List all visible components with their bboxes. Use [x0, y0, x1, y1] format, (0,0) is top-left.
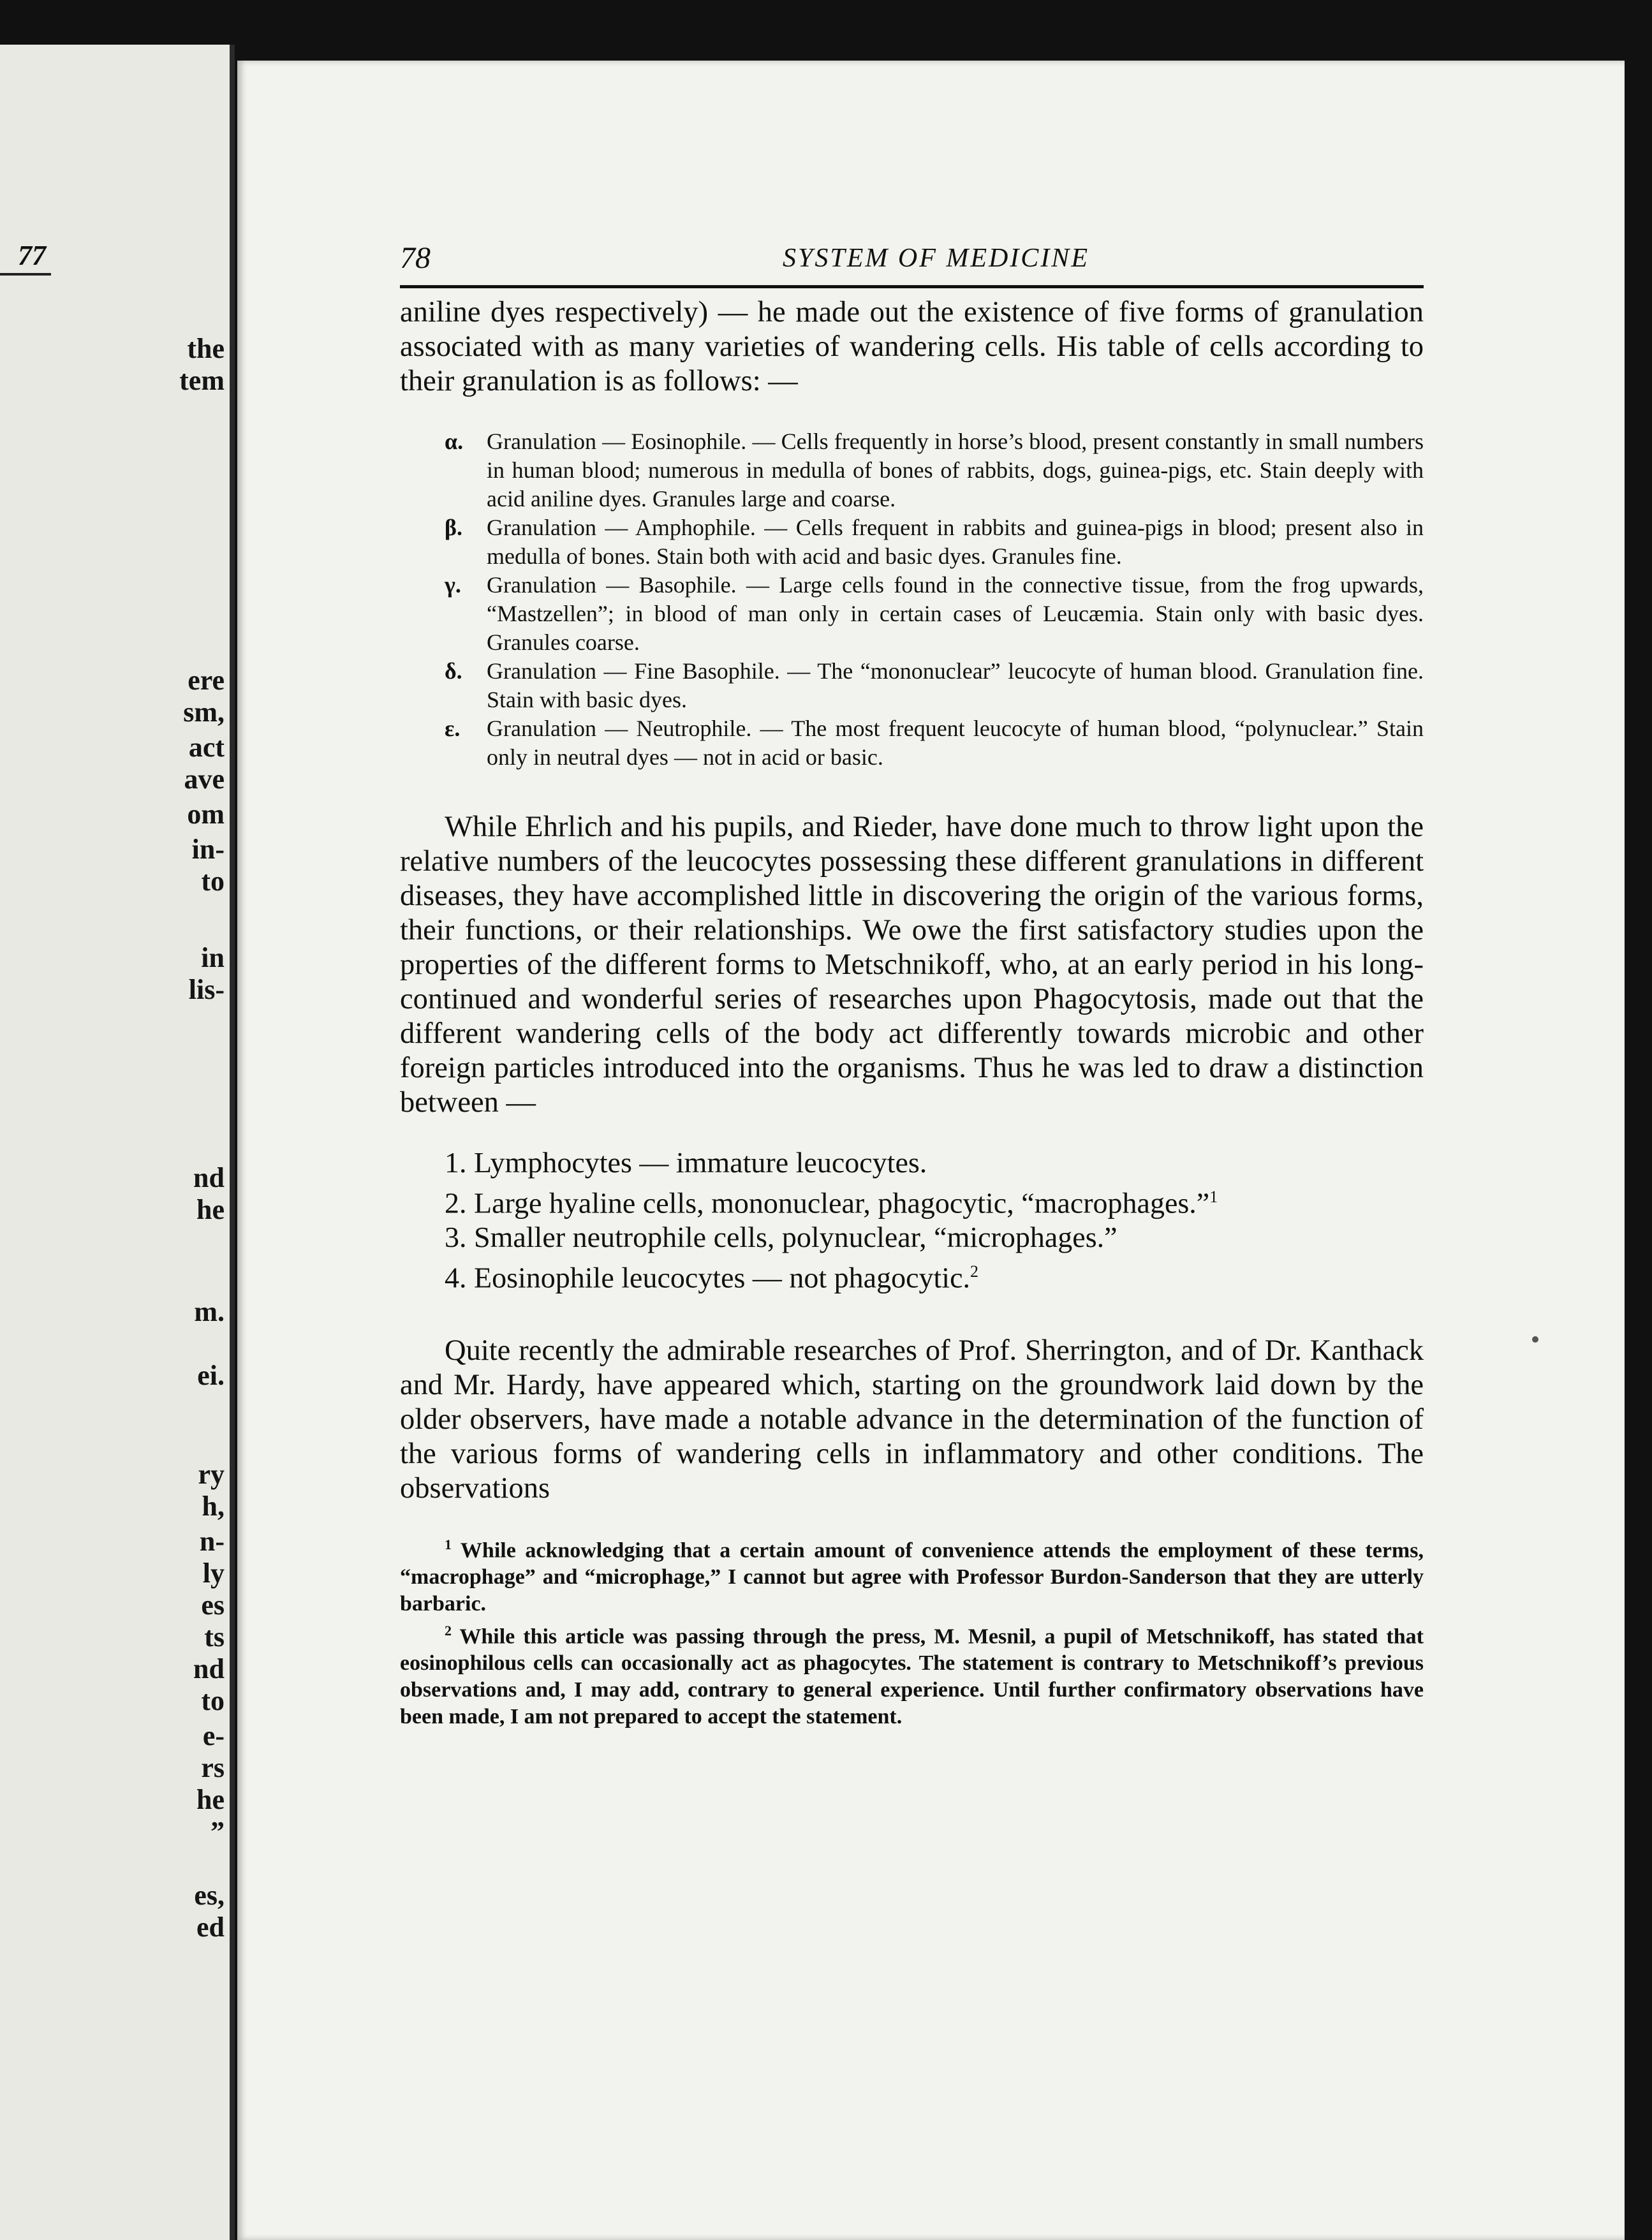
facing-page-text-fragment: nd: [193, 1162, 225, 1193]
facing-page-text-fragment: to: [201, 1685, 225, 1716]
footnote-mark: 2: [445, 1622, 452, 1639]
facing-page-text-fragment: ave: [184, 763, 225, 795]
facing-page-text-fragment: om: [187, 799, 225, 830]
facing-page-text-fragment: nd: [193, 1653, 225, 1684]
facing-page-text-fragment: he: [196, 1784, 225, 1815]
facing-page-text-fragment: es,: [194, 1880, 225, 1911]
granulation-letter: ε.: [445, 716, 461, 741]
intro-paragraph: aniline dyes respectively) — he made out the existence of five forms of granulation associated with as many varieties of wandering cells. His table of cells according to their granulation is as follows: —: [400, 296, 1424, 397]
facing-page-text-fragment: ry: [198, 1459, 225, 1490]
facing-page-text-fragment: ts: [204, 1621, 225, 1653]
facing-page-fragment: [0, 45, 235, 2240]
page-number: 78: [400, 241, 431, 275]
scan-speck: [1532, 1336, 1538, 1343]
footnote-reference: 2: [970, 1262, 978, 1281]
page-header: [400, 239, 1625, 284]
facing-page-text-fragment: ei.: [197, 1360, 225, 1391]
granulation-description: Granulation — Fine Basophile. — The “mononuclear” leucocyte of human blood. Granulation fine. Stain with basic dyes.: [487, 658, 1424, 712]
facing-page-text-fragment: the: [187, 333, 225, 364]
granulation-entry: [445, 657, 1424, 714]
facing-page-text-fragment: sm,: [183, 696, 225, 728]
footnote-text: While acknowledging that a certain amount of convenience attends the employment of these terms, “macrophage” and “microphage,” I cannot but agree with Professor Burdon-Sanderson that they are utterly barbaric.: [400, 1538, 1424, 1616]
facing-page-text-fragment: m.: [194, 1296, 225, 1327]
cell-list-text: 2. Large hyaline cells, mononuclear, phagocytic, “macrophages.”: [445, 1186, 1210, 1219]
granulation-description: Granulation — Amphophile. — Cells frequent in rabbits and guinea-pigs in blood; present also in medulla of bones. Stain both with acid and basic dyes. Granules fine.: [487, 515, 1424, 569]
paragraph-sherrington: Quite recently the admirable researches of Prof. Sherrington, and of Dr. Kanthack and Mr. Hardy, have appeared which, starting on the groundwork laid down by the older observers, have made a notable advance in the determination of the function of the various forms of wandering cells in inflammatory and other conditions. The observations: [400, 1334, 1424, 1505]
cell-list-item: [445, 1180, 1625, 1220]
granulation-entry: [445, 513, 1424, 571]
granulation-description: Granulation — Basophile. — Large cells found in the connective tissue, from the frog upwards, “Mastzellen”; in blood of man only in certain cases of Leucæmia. Stain only with basic dyes. Granules coarse.: [487, 572, 1424, 655]
facing-page-text-fragment: h,: [202, 1491, 225, 1522]
facing-page-text-fragment: ere: [188, 665, 225, 696]
header-rule: [400, 285, 1424, 288]
granulation-entry: [445, 571, 1424, 657]
facing-page-text-fragment: tem: [179, 365, 225, 396]
footnotes: [400, 1531, 1424, 1731]
cell-list-item: [445, 1255, 1625, 1295]
cell-list-text: 4. Eosinophile leucocytes — not phagocytic.: [445, 1261, 970, 1294]
granulation-table: [445, 427, 1424, 772]
granulation-letter: α.: [445, 429, 464, 454]
page-content: [400, 239, 1625, 1730]
cell-list-text: 1. Lymphocytes — immature leucocytes.: [445, 1146, 927, 1179]
granulation-entry: [445, 427, 1424, 513]
footnote: [400, 1531, 1424, 1617]
footnote-mark: 1: [445, 1536, 452, 1552]
footnote-reference: 1: [1209, 1188, 1218, 1206]
facing-page-text-fragment: act: [188, 732, 225, 763]
facing-page-text-fragment: rs: [201, 1752, 225, 1783]
facing-page-text-fragment: n-: [199, 1526, 225, 1557]
facing-page-text-fragment: e-: [202, 1720, 225, 1751]
paragraph-ehrlich: While Ehrlich and his pupils, and Rieder, have done much to throw light upon the relative numbers of the leucocytes possessing these different granulations in different diseases, they have accomplished little in discovering the origin of the various forms, their functions, or their relationships. We owe the first satisfactory studies upon the properties of the different forms to Metschnikoff, who, at an early period in his long-continued and wonderful series of researches upon Phagocytosis, made out that the different wandering cells of the body act differently towards microbic and other foreign particles introduced into the organisms. Thus he was led to draw a distinction between —: [400, 811, 1424, 1119]
facing-page-text-fragment: he: [196, 1194, 225, 1225]
granulation-letter: δ.: [445, 658, 462, 684]
facing-page-text-fragment: ed: [196, 1912, 225, 1943]
granulation-entry: [445, 714, 1424, 772]
cell-list-text: 3. Smaller neutrophile cells, polynuclear, “microphages.”: [445, 1221, 1117, 1254]
running-head: SYSTEM OF MEDICINE: [783, 244, 1089, 273]
cell-list-item: [445, 1146, 1625, 1180]
cell-list-item: [445, 1220, 1625, 1255]
footnote: [400, 1617, 1424, 1730]
facing-page-number: 77: [18, 240, 46, 271]
facing-page-text-fragment: in-: [191, 834, 225, 865]
facing-page-text-fragment: in: [201, 942, 225, 973]
facing-page-text-fragment: lis-: [188, 974, 225, 1005]
granulation-letter: β.: [445, 515, 462, 540]
book-page: [237, 61, 1625, 2240]
granulation-description: Granulation — Eosinophile. — Cells frequently in horse’s blood, present constantly in small numbers in human blood; numerous in medulla of bones of rabbits, dogs, guinea-pigs, etc. Stain deeply with acid aniline dyes. Granules large and coarse.: [487, 429, 1424, 512]
facing-page-text-fragment: to: [201, 866, 225, 897]
granulation-letter: γ.: [445, 572, 461, 598]
facing-page-text-fragment: ly: [202, 1558, 225, 1589]
facing-page-rule: [0, 273, 51, 276]
facing-page-text-fragment: es: [201, 1589, 225, 1621]
facing-page-text-fragment: ”: [210, 1816, 225, 1847]
granulation-description: Granulation — Neutrophile. — The most frequent leucocyte of human blood, “polynuclear.” Stain only in neutral dyes — not in acid or basic.: [487, 716, 1424, 770]
cell-distinction-list: [445, 1146, 1625, 1295]
footnote-text: While this article was passing through the press, M. Mesnil, a pupil of Metschnikoff, has stated that eosinophilous cells can occasionally act as phagocytes. The statement is contrary to Metschnikoff’s previous observations and, I may add, contrary to general experience. Until further confirmatory observations have been made, I am not prepared to accept the statement.: [400, 1625, 1424, 1729]
